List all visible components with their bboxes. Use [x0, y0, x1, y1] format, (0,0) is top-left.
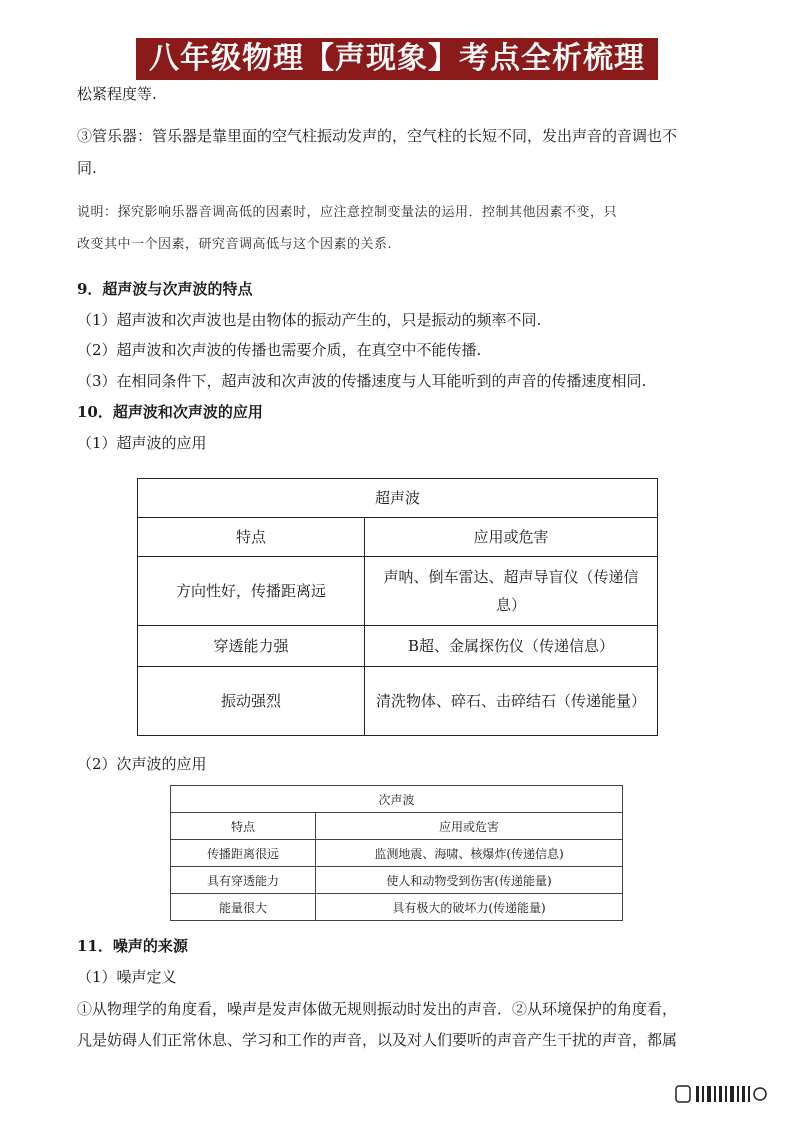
section-heading-9: 9．超声波与次声波的特点 — [77, 280, 253, 298]
table-header: 特点 — [138, 518, 365, 557]
page-title-banner: 八年级物理【声现象】考点全析梳理 — [136, 38, 658, 80]
table-cell: 使人和动物受到伤害(传递能量) — [316, 867, 623, 894]
table-cell: 能量很大 — [171, 894, 316, 921]
table-title: 次声波 — [171, 786, 623, 813]
text-line: 凡是妨碍人们正常休息、学习和工作的声音，以及对人们要听的声音产生干扰的声音，都属 — [77, 1031, 678, 1049]
barcode-watermark-icon — [674, 1083, 774, 1105]
section-heading-10: 10．超声波和次声波的应用 — [77, 403, 263, 421]
text-line: ①从物理学的角度看，噪声是发声体做无规则振动时发出的声音．②从环境保护的角度看， — [77, 1000, 678, 1018]
text-line: ③管乐器：管乐器是靠里面的空气柱振动发声的，空气柱的长短不同，发出声音的音调也不 — [77, 127, 678, 145]
note-line: 说明：探究影响乐器音调高低的因素时，应注意控制变量法的运用．控制其他因素不变，只 — [77, 205, 618, 220]
text-line: （1）超声波的应用 — [77, 434, 207, 452]
table-cell: B超、金属探伤仪（传递信息） — [365, 626, 658, 667]
text-line: （2）次声波的应用 — [77, 755, 207, 773]
table-cell: 清洗物体、碎石、击碎结石（传递能量） — [365, 667, 658, 736]
table-header: 应用或危害 — [365, 518, 658, 557]
table-cell: 具有极大的破坏力(传递能量) — [316, 894, 623, 921]
table-cell: 监测地震、海啸、核爆炸(传递信息) — [316, 840, 623, 867]
text-line: （1）超声波和次声波也是由物体的振动产生的，只是振动的频率不同. — [77, 311, 542, 329]
note-line: 改变其中一个因素，研究音调高低与这个因素的关系. — [77, 237, 393, 252]
text-line: 松紧程度等. — [77, 85, 157, 103]
table-header: 特点 — [171, 813, 316, 840]
table-cell: 具有穿透能力 — [171, 867, 316, 894]
table-title: 超声波 — [138, 479, 658, 518]
text-line: （3）在相同条件下，超声波和次声波的传播速度与人耳能听到的声音的传播速度相同. — [77, 372, 647, 390]
text-line: （2）超声波和次声波的传播也需要介质，在真空中不能传播. — [77, 341, 482, 359]
text-line: （1）噪声定义 — [77, 968, 177, 986]
table-cell: 穿透能力强 — [138, 626, 365, 667]
table-cell: 方向性好，传播距离远 — [138, 557, 365, 626]
ultrasonic-table — [137, 478, 658, 736]
table-header: 应用或危害 — [316, 813, 623, 840]
section-heading-11: 11．噪声的来源 — [77, 937, 188, 955]
table-cell: 声呐、倒车雷达、超声导盲仪（传递信息） — [365, 557, 658, 626]
infrasonic-table — [170, 785, 623, 921]
table-cell: 传播距离很远 — [171, 840, 316, 867]
text-line: 同. — [77, 159, 97, 177]
table-cell: 振动强烈 — [138, 667, 365, 736]
